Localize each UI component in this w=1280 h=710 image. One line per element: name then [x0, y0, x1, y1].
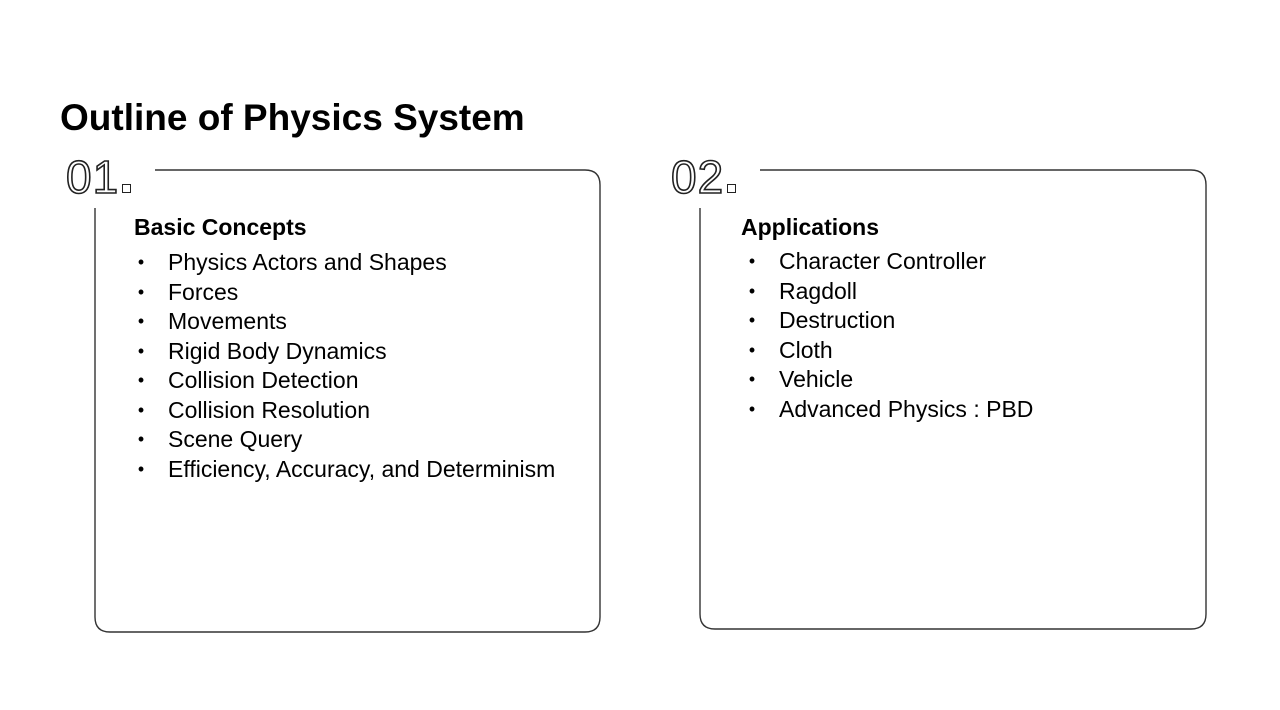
card-heading: Applications	[741, 214, 880, 240]
list-item	[745, 365, 1033, 395]
list-item-text: Ragdoll	[779, 277, 857, 304]
bullet-icon: •	[137, 458, 145, 479]
card-number-text: 01	[66, 151, 120, 203]
bullet-icon: •	[748, 280, 756, 301]
card-number-dot	[727, 184, 736, 193]
bullet-icon: •	[137, 429, 145, 449]
bullet-icon: •	[748, 369, 756, 389]
list-item-text: Movements	[168, 308, 287, 334]
bullet-icon: •	[748, 398, 756, 419]
list-item-text: Collision Resolution	[168, 396, 370, 423]
list-item-text: Forces	[168, 278, 239, 305]
list-item-text: Vehicle	[779, 366, 854, 392]
list-item-text: Destruction	[779, 307, 896, 333]
card-number	[669, 151, 742, 203]
list-item	[745, 395, 1033, 425]
bullet-icon: •	[137, 252, 145, 272]
bullet-icon: •	[748, 339, 756, 360]
list-item	[745, 336, 1033, 366]
bullet-icon: •	[137, 370, 145, 390]
list-item-text: Character Controller	[779, 248, 987, 274]
bullet-icon: •	[137, 340, 145, 361]
list-item	[745, 247, 1033, 277]
bullet-list	[745, 247, 1033, 424]
card-heading: Basic Concepts	[134, 214, 307, 240]
bullet-icon: •	[748, 310, 756, 330]
bullet-icon: •	[137, 311, 145, 331]
list-item	[745, 306, 1033, 336]
list-item-text: Physics Actors and Shapes	[168, 249, 447, 275]
list-item	[745, 277, 1033, 307]
bullet-icon: •	[748, 251, 756, 271]
list-item-text: Cloth	[779, 336, 833, 363]
bullet-icon: •	[137, 399, 145, 420]
bullet-icon: •	[137, 281, 145, 302]
list-item-text: Advanced Physics : PBD	[779, 395, 1034, 422]
list-item-text: Efficiency, Accuracy, and Determinism	[168, 455, 556, 482]
slide-title: Outline of Physics System	[60, 97, 525, 138]
list-item-text: Collision Detection	[168, 367, 359, 393]
list-item-text: Scene Query	[168, 426, 303, 452]
list-item-text: Rigid Body Dynamics	[168, 337, 387, 364]
card-number-text: 02	[671, 151, 725, 203]
